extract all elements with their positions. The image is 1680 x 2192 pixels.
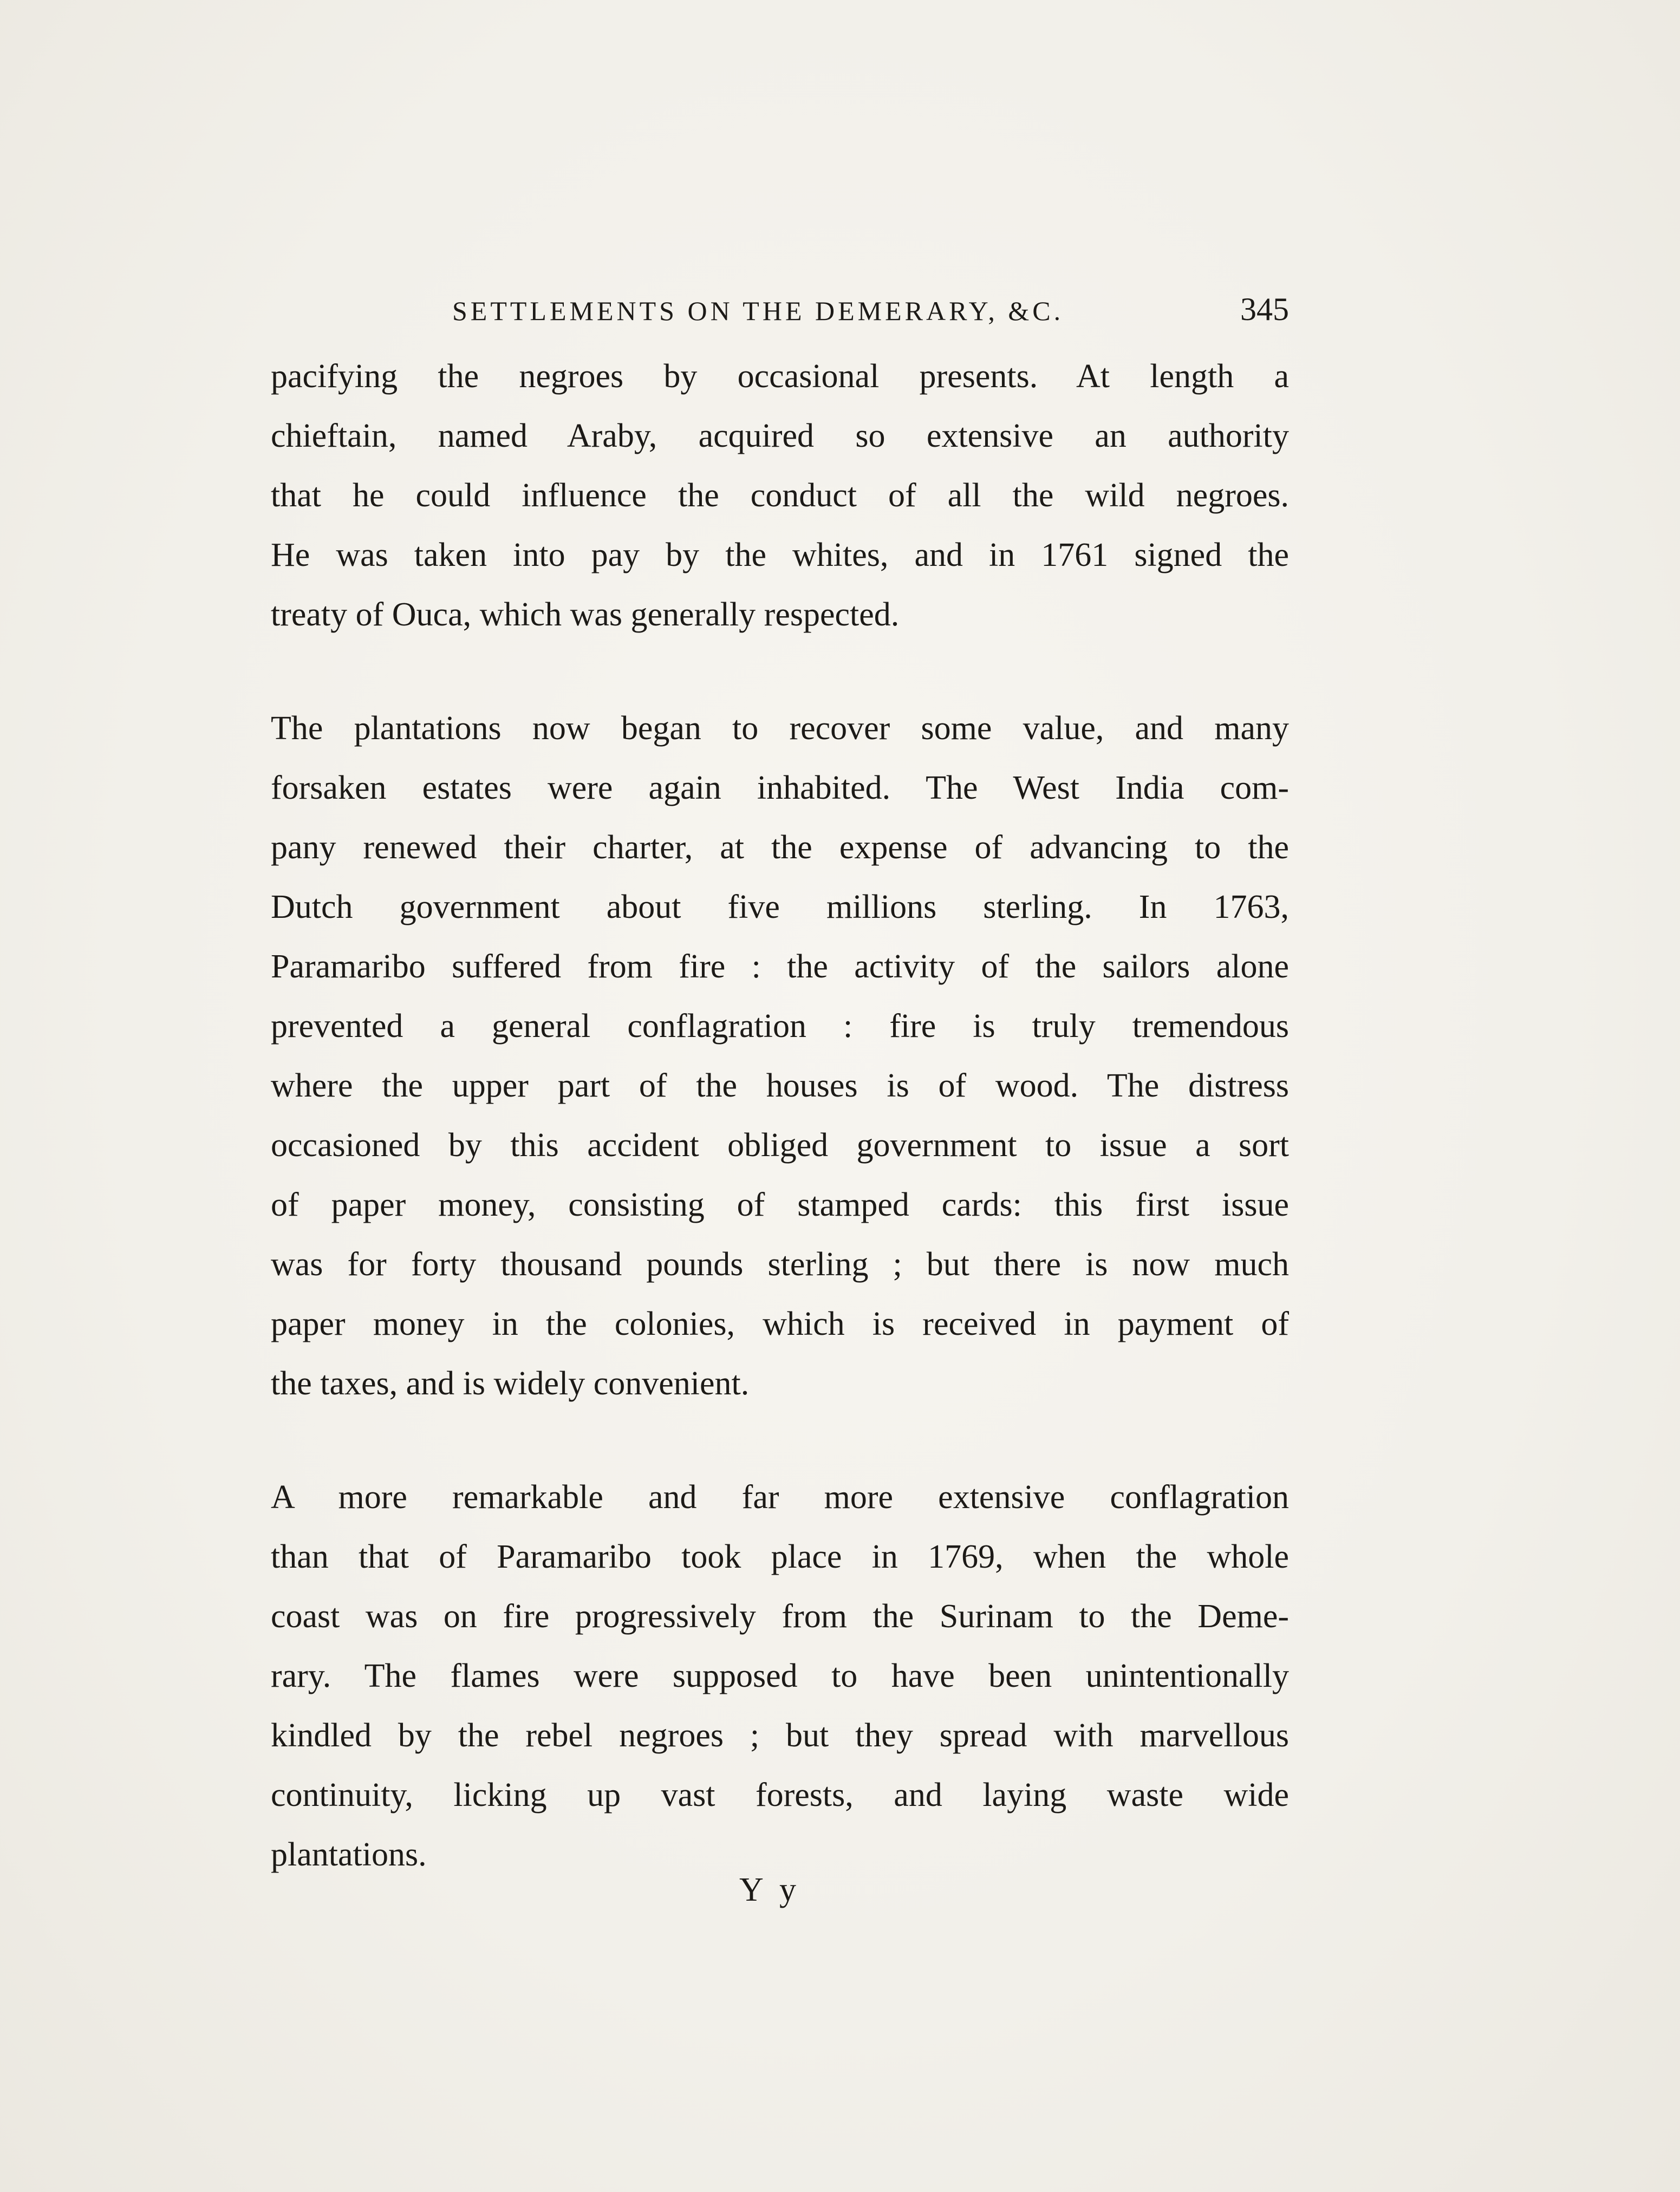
paragraph (271, 1467, 1289, 1884)
text-line: Dutch government about five millions sterling. In 1763, (271, 889, 1289, 925)
text-line: pany renewed their charter, at the expense of advancing to the (271, 829, 1289, 866)
text-line: A more remarkable and far more extensive conflagration (271, 1479, 1289, 1516)
text-line: He was taken into pay by the whites, and in 1761 signed the (271, 537, 1289, 573)
text-line: Paramaribo suffered from fire : the activity of the sailors alone (271, 948, 1289, 985)
text-line: of paper money, consisting of stamped cards: this first issue (271, 1186, 1289, 1223)
running-title: SETTLEMENTS ON THE DEMERARY, &C. (452, 296, 1064, 326)
page-header (271, 291, 1289, 338)
text-line: occasioned by this accident obliged government to issue a sort (271, 1127, 1289, 1164)
page-number: 345 (1240, 291, 1289, 327)
text-line: coast was on fire progressively from the Surinam to the Deme- (271, 1598, 1289, 1635)
text-line: where the upper part of the houses is of wood. The distress (271, 1067, 1289, 1104)
paragraph (271, 699, 1289, 1413)
text-line: forsaken estates were again inhabited. The West India com- (271, 769, 1289, 806)
text-line: the taxes, and is widely convenient. (271, 1365, 750, 1402)
text-line: than that of Paramaribo took place in 1769, when the whole (271, 1538, 1289, 1575)
text-line: continuity, licking up vast forests, and laying waste wide (271, 1777, 1289, 1813)
text-line: prevented a general conflagration : fire is truly tremendous (271, 1008, 1289, 1045)
text-line: plantations. (271, 1836, 427, 1873)
signature-mark: Y y (739, 1871, 800, 1908)
text-line: rary. The flames were supposed to have been unintentionally (271, 1658, 1289, 1694)
text-line: that he could influence the conduct of all the wild negroes. (271, 477, 1289, 514)
body-text (271, 347, 1289, 1884)
text-line: pacifying the negroes by occasional presents. At length a (271, 358, 1289, 395)
text-line: was for forty thousand pounds sterling ; but there is now much (271, 1246, 1289, 1283)
text-line: paper money in the colonies, which is received in payment of (271, 1306, 1289, 1342)
text-line: treaty of Ouca, which was generally respected. (271, 596, 900, 633)
text-line: The plantations now began to recover some value, and many (271, 710, 1289, 747)
paragraph (271, 347, 1289, 644)
text-line: chieftain, named Araby, acquired so extensive an authority (271, 417, 1289, 454)
text-line: kindled by the rebel negroes ; but they spread with marvellous (271, 1717, 1289, 1754)
